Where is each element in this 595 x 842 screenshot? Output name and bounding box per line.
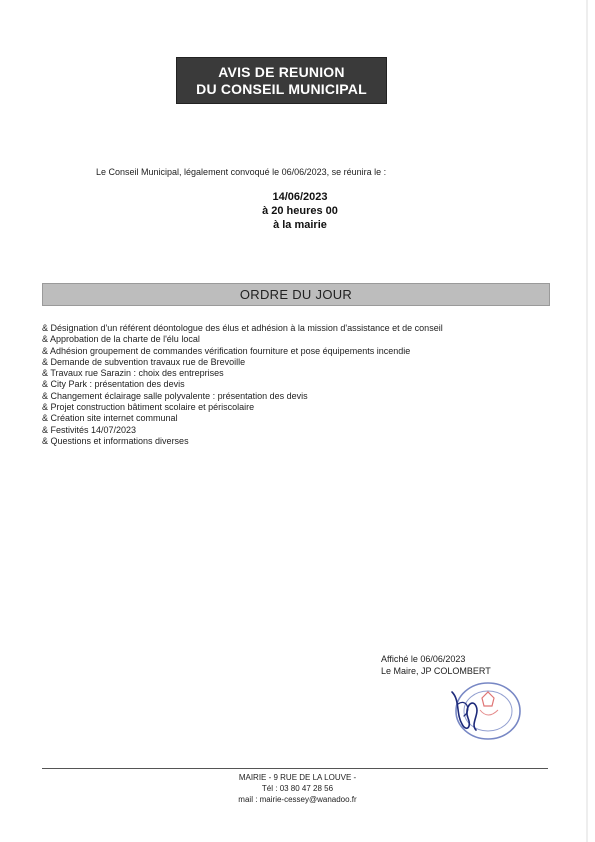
agenda-item: & Projet construction bâtiment scolaire et périscolaire [42, 402, 255, 413]
official-stamp-icon [442, 680, 522, 742]
agenda-title: ORDRE DU JOUR [239, 287, 353, 302]
footer-email: mail : mairie-cessey@wanadoo.fr [238, 795, 357, 804]
notice-title-box [176, 57, 387, 104]
agenda-item: & Demande de subvention travaux rue de Brevoille [42, 356, 246, 367]
agenda-item: & Travaux rue Sarazin : choix des entreprises [42, 368, 224, 379]
meeting-date: 14/06/2023 [272, 191, 328, 203]
notice-title-line2: DU CONSEIL MUNICIPAL [196, 80, 367, 97]
footer-phone: Tél : 03 80 47 28 56 [261, 784, 334, 793]
agenda-item: & Festivités 14/07/2023 [42, 424, 137, 435]
posted-date: Affiché le 06/06/2023 [381, 654, 466, 664]
agenda-item: & Désignation d'un référent déontologue des élus et adhésion à la mission d'assistance et de conseil [42, 323, 443, 333]
mayor-name: Le Maire, JP COLOMBERT [381, 665, 491, 676]
signature-block [381, 654, 491, 677]
meeting-details [150, 190, 450, 232]
scan-edge [586, 0, 588, 842]
agenda-item: & Création site internet communal [42, 413, 178, 424]
agenda-list [42, 323, 443, 447]
footer-contact [180, 772, 415, 805]
agenda-item: & Adhésion groupement de commandes vérification fourniture et pose équipements incendie [42, 345, 411, 356]
agenda-title-bar [42, 283, 550, 306]
footer-divider [42, 768, 548, 769]
agenda-item: & Approbation de la charte de l'élu local [42, 334, 200, 345]
meeting-time: à 20 heures 00 [262, 205, 338, 217]
agenda-item: & City Park : présentation des devis [42, 379, 185, 390]
agenda-item: & Questions et informations diverses [42, 435, 189, 446]
meeting-place: à la mairie [273, 219, 327, 231]
intro-text: Le Conseil Municipal, légalement convoqué le 06/06/2023, se réunira le : [96, 167, 387, 177]
footer-address: MAIRIE - 9 RUE DE LA LOUVE - [238, 773, 357, 782]
agenda-item: & Changement éclairage salle polyvalente : présentation des devis [42, 390, 308, 401]
notice-title-line1: AVIS DE REUNION [218, 63, 345, 80]
